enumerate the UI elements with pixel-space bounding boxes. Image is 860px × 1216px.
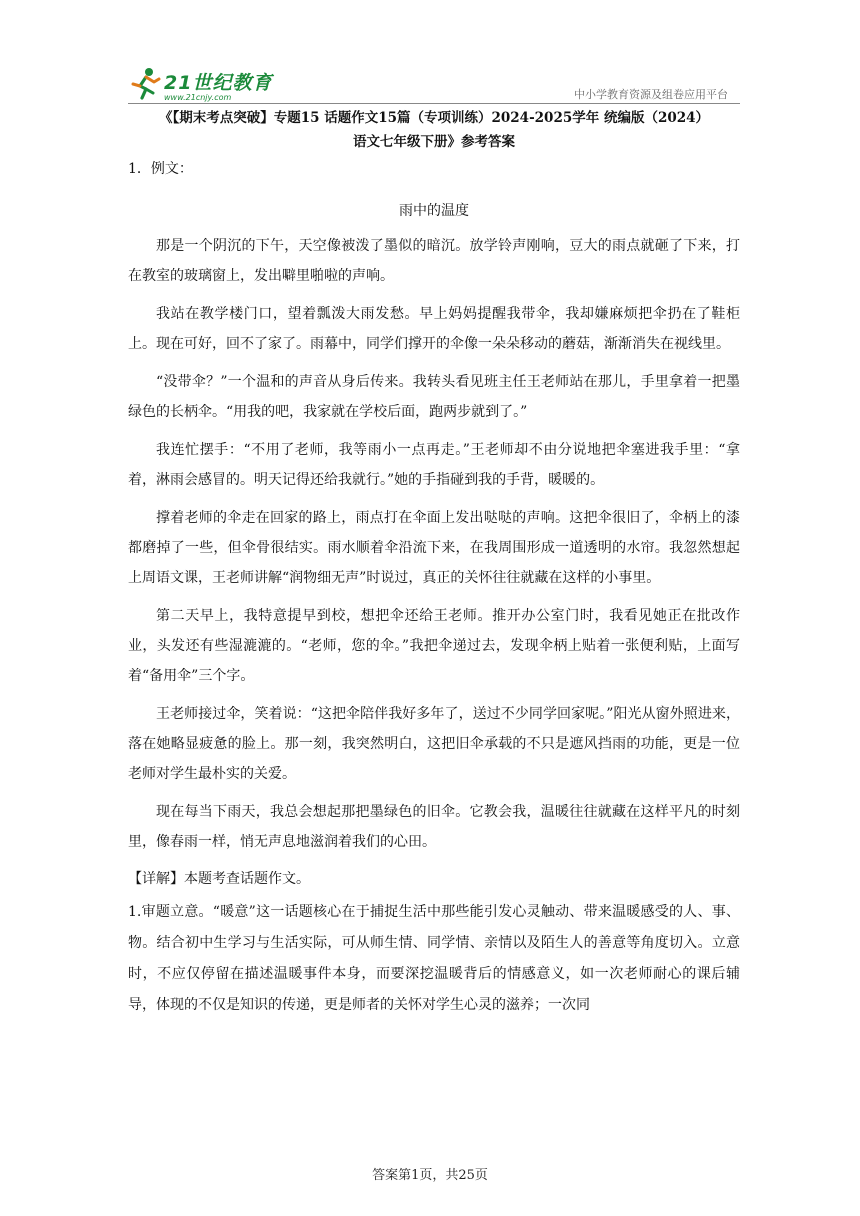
header-tagline: 中小学教育资源及组卷应用平台 [574, 88, 728, 101]
title-line-2: 语文七年级下册》参考答案 [353, 134, 515, 150]
answer-content [128, 155, 740, 1021]
question-number: 1．例文： [128, 161, 193, 177]
site-logo [128, 66, 273, 102]
essay-paragraph: 第二天早上，我特意提早到校，想把伞还给王老师。推开办公室门时，我看见她正在批改作业，头发还有些湿漉漉的。“老师，您的伞。”我把伞递过去，发现伞柄上贴着一张便利贴，上面写着“备用伞”三个字。 [128, 608, 740, 684]
title-line-1: 《【期末考点突破】专题15 话题作文15篇（专项训练）2024-2025学年 统编版（2024） [158, 110, 710, 126]
page-header [128, 66, 740, 106]
essay-paragraph: 王老师接过伞，笑着说：“这把伞陪伴我好多年了，送过不少同学回家呢。”阳光从窗外照进来，落在她略显疲惫的脸上。那一刻，我突然明白，这把旧伞承载的不只是遮风挡雨的功能，更是一位老师对学生最朴实的关爱。 [128, 706, 740, 782]
page-footer: 答案第1页，共25页 [372, 1168, 488, 1183]
essay-paragraph: 我连忙摆手：“不用了老师，我等雨小一点再走。”王老师却不由分说地把伞塞进我手里：“拿着，淋雨会感冒的。明天记得还给我就行。”她的手指碰到我的手背，暖暖的。 [128, 442, 740, 488]
document-title [128, 106, 740, 154]
header-divider [128, 103, 740, 104]
essay-paragraph: 撑着老师的伞走在回家的路上，雨点打在伞面上发出哒哒的声响。这把伞很旧了，伞柄上的漆都磨掉了一些，但伞骨很结实。雨水顺着伞沿流下来，在我周围形成一道透明的水帘。我忽然想起上周语文课，王老师讲解“润物细无声”时说过，真正的关怀往往就藏在这样的小事里。 [128, 510, 740, 586]
essay-title: 雨中的温度 [399, 203, 469, 219]
essay-paragraph: 现在每当下雨天，我总会想起那把墨绿色的旧伞。它教会我，温暖往往就藏在这样平凡的时刻里，像春雨一样，悄无声息地滋润着我们的心田。 [128, 804, 740, 850]
essay-paragraph: “没带伞？”一个温和的声音从身后传来。我转头看见班主任王老师站在那儿，手里拿着一把墨绿色的长柄伞。“用我的吧，我家就在学校后面，跑两步就到了。” [128, 374, 740, 420]
logo-wordmark: 21世纪教育 [164, 72, 273, 94]
essay-paragraph: 我站在教学楼门口，望着瓢泼大雨发愁。早上妈妈提醒我带伞，我却嫌麻烦把伞扔在了鞋柜上。现在可好，回不了家了。雨幕中，同学们撑开的伞像一朵朵移动的蘑菇，渐渐消失在视线里。 [128, 306, 740, 352]
essay-paragraph: 那是一个阴沉的下午，天空像被泼了墨似的暗沉。放学铃声刚响，豆大的雨点就砸了下来，打在教室的玻璃窗上，发出噼里啪啦的声响。 [128, 238, 740, 284]
detail-heading: 【详解】本题考查话题作文。 [128, 871, 310, 887]
logo-url: www.21cnjy.com [164, 93, 232, 102]
detail-text: 1.审题立意。“暖意”这一话题核心在于捕捉生活中那些能引发心灵触动、带来温暖感受的人、事、物。结合初中生学习与生活实际，可从师生情、同学情、亲情以及陌生人的善意等角度切入。立意时，不应仅停留在描述温暖事件本身，而要深挖温暖背后的情感意义，如一次老师耐心的课后辅导，体现的不仅是知识的传递，更是师者的关怀对学生心灵的滋养；一次同 [128, 904, 740, 1013]
running-figure-icon [128, 66, 162, 100]
